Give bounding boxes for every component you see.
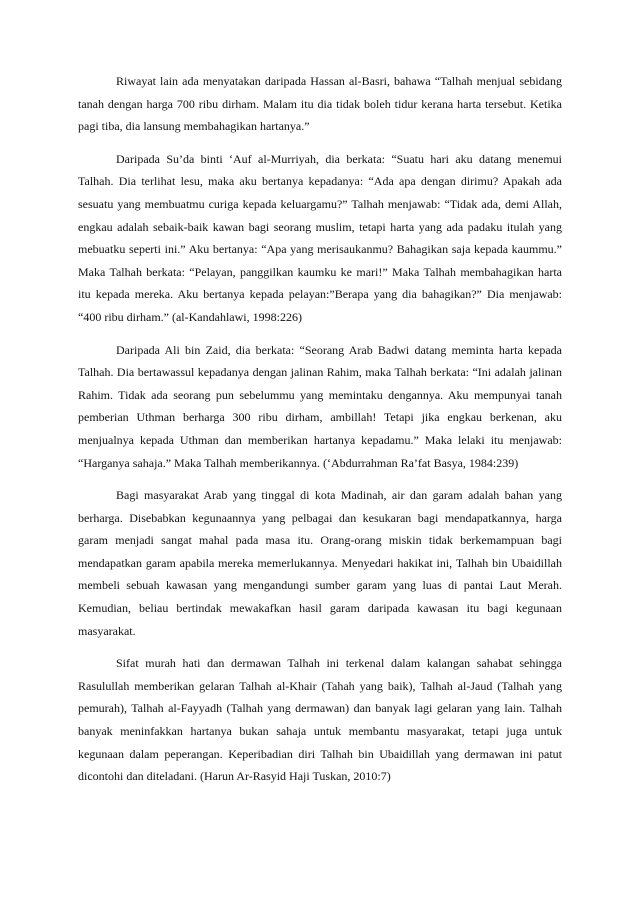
paragraph-2: Daripada Su’da binti ‘Auf al-Murriyah, dia berkata: “Suatu hari aku datang menemui Talhah. Dia terlihat lesu, maka aku bertanya kepadanya: “Ada apa dengan dirimu? Apakah ada sesuatu yang membuatmu curiga kepada keluargamu?” Talhah menjawab: “Tidak ada, demi Allah, engkau adalah sebaik-baik kawan bagi seorang muslim, tetapi harta yang ada padaku itulah yang mebuatku seperti ini.” Aku bertanya: “Apa yang merisaukanmu? Bahagikan saja kepada kaummu.” Maka Talhah berkata: “Pelayan, panggilkan kaumku ke mari!” Maka Talhah membahagikan harta itu kepada mereka. Aku bertanya kepada pelayan:”Berapa yang dia bahagikan?” Dia menjawab: “400 ribu dirham.” (al-Kandahlawi, 1998:226): [78, 151, 562, 324]
paragraph-1: Riwayat lain ada menyatakan daripada Hassan al-Basri, bahawa “Talhah menjual sebidang tanah dengan harga 700 ribu dirham. Malam itu dia tidak boleh tidur kerana harta tersebut. Ketika pagi tiba, dia lansung membahagikan hartanya.”: [78, 74, 562, 134]
paragraph-4: Bagi masyarakat Arab yang tinggal di kota Madinah, air dan garam adalah bahan yang berharga. Disebabkan kegunaannya yang pelbagai dan kesukaran bagi mendapatkannya, harga garam menjadi sangat mahal pada masa itu. Orang-orang miskin tidak berkemampuan bagi mendapatkan garam apabila mereka memerlukannya. Menyedari hakikat ini, Talhah bin Ubaidillah membeli sebuah kawasan yang mengandungi sumber garam yang luas di pantai Laut Merah. Kemudian, beliau bertindak mewakafkan hasil garam daripada kawasan itu bagi kegunaan masyarakat.: [78, 488, 562, 638]
paragraph-5: Sifat murah hati dan dermawan Talhah ini terkenal dalam kalangan sahabat sehingga Rasulullah memberikan gelaran Talhah al-Khair (Tahah yang baik), Talhah al-Jaud (Talhah yang pemurah), Talhah al-Fayyadh (Talhah yang dermawan) dan banyak lagi gelaran yang lain. Talhah banyak meninfakkan hartanya bukan sahaja untuk membantu masyarakat, tetapi juga untuk kegunaan dalam peperangan. Keperibadian diri Talhah bin Ubaidillah yang dermawan ini patut dicontohi dan diteladani. (Harun Ar-Rasyid Haji Tuskan, 2010:7): [78, 656, 562, 784]
paragraph-3: Daripada Ali bin Zaid, dia berkata: “Seorang Arab Badwi datang meminta harta kepada Talhah. Dia bertawassul kepadanya dengan jalinan Rahim, maka Talhah berkata: “Ini adalah jalinan Rahim. Tidak ada seorang pun sebelummu yang memintaku dengannya. Aku mempunyai tanah pemberian Uthman berharga 300 ribu dirham, ambillah! Tetapi jika engkau berkenan, aku menjualnya kepada Uthman dan memberikan hartanya kepadamu.” Maka lelaki itu menjawab: “Harganya sahaja.” Maka Talhah memberikannya. (‘Abdurrahman Ra’fat Basya, 1984:239): [78, 342, 562, 470]
document-page: [78, 70, 562, 798]
